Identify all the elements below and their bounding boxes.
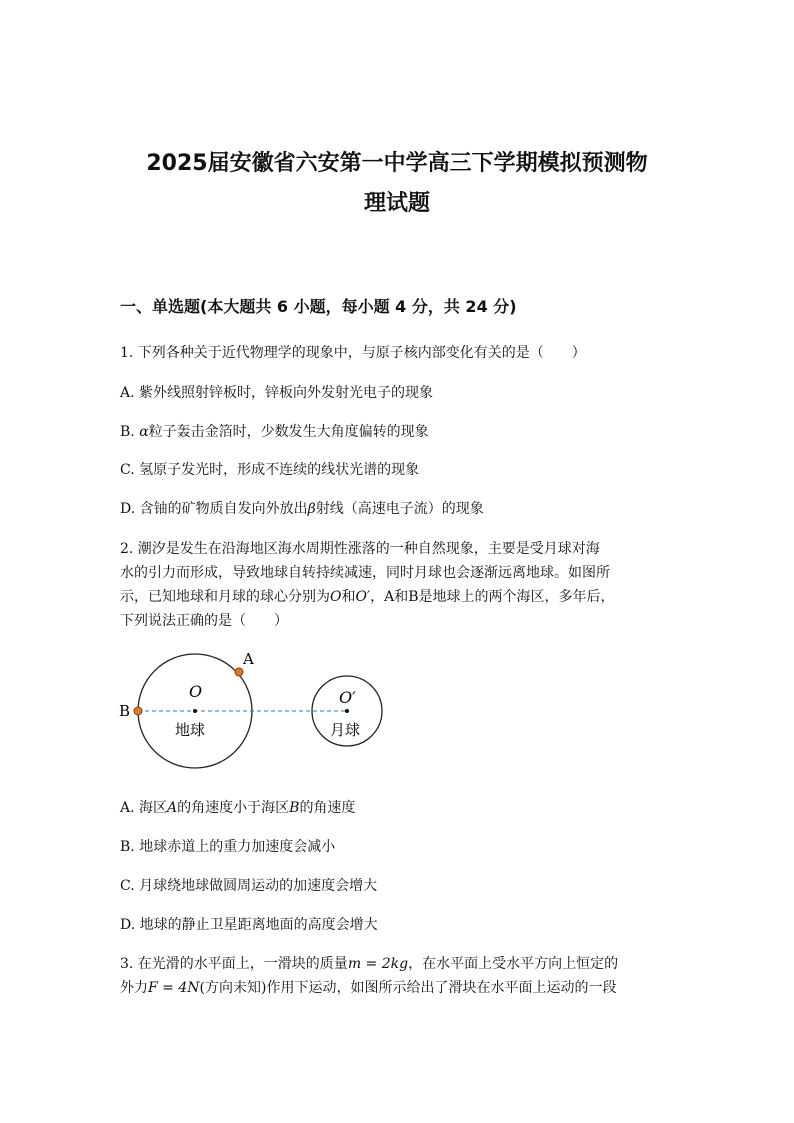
q3-line2 [120,977,616,997]
q2-stem-line3-a: 示，已知地球和月球的球心分别为 [120,589,330,605]
q2-stem-line3 [120,586,615,606]
label-o-prime: O′ [339,688,356,707]
section-heading: 一、单选题(本大题共 6 小题，每小题 4 分，共 24 分) [120,297,517,316]
q1-option-d-text: 射线（高速电子流）的现象 [315,501,484,517]
q2-option-a [120,797,355,817]
label-o: O [189,682,203,701]
q1-option-d [120,498,484,518]
q2-stem-line3-c: ，A和B是地球上的两个海区，多年后， [370,589,615,605]
q1-option-c: C. 氢原子发光时，形成不连续的线状光谱的现象 [120,462,420,478]
q2-option-a-2: 的角速度小于海区 [177,800,290,816]
q1-stem: 1. 下列各种关于近代物理学的现象中，与原子核内部变化有关的是（ ） [120,345,586,361]
document-title-line1: 2025届安徽省六安第一中学高三下学期模拟预测物 [146,151,648,176]
q1-option-b [120,421,429,441]
earth-label: 地球 [175,721,206,739]
q2-option-d: D. 地球的静止卫星距离地面的高度会增大 [120,917,378,933]
label-b: B [119,702,131,720]
symbol-a: A [167,800,178,816]
document-title-line2: 理试题 [363,191,430,216]
q2-option-b: B. 地球赤道上的重力加速度会减小 [120,839,336,855]
label-a: A [243,650,254,668]
q1-option-d-prefix: D. 含铀的矿物质自发向外放出 [120,501,308,517]
q2-stem-line3-b: 和 [341,589,356,605]
q3-line1 [120,953,618,973]
q2-option-a-1: A. 海区 [120,800,168,816]
symbol-b: B [289,800,300,816]
force-expression: F = 4N [148,980,200,996]
alpha-symbol: α [139,424,149,440]
q2-option-c: C. 月球绕地球做圆周运动的加速度会增大 [120,878,378,894]
earth-moon-figure [115,645,395,775]
mass-expression: m = 2kg [347,956,409,972]
symbol-o-prime: O′ [355,589,371,605]
q3-line1-b: ，在水平面上受水平方向上恒定的 [408,956,619,972]
q3-line2-b: (方向未知)作用下运动，如图所示给出了滑块在水平面上运动的一段 [199,980,617,996]
q2-stem-line1: 2. 潮汐是发生在沿海地区海水周期性涨落的一种自然现象，主要是受月球对海 [120,541,600,557]
beta-symbol: β [307,501,316,517]
point-b-marker [134,707,142,715]
q2-stem-line2: 水的引力而形成，导致地球自转持续减速，同时月球也会逐渐远离地球。如图所 [120,565,610,581]
q3-line1-a: 3. 在光滑的水平面上，一滑块的质量 [120,956,348,972]
symbol-o: O [330,589,342,605]
q2-stem-line4: 下列说法正确的是（ ） [120,613,288,629]
earth-center-dot [193,709,197,713]
moon-label: 月球 [330,721,361,739]
q1-option-a: A. 紫外线照射锌板时，锌板向外发射光电子的现象 [120,385,434,401]
moon-center-dot [345,709,349,713]
q1-option-b-text: 粒子轰击金箔时，少数发生大角度偏转的现象 [148,424,429,440]
q2-option-a-3: 的角速度 [299,800,356,816]
q3-line2-a: 外力 [120,980,148,996]
q1-option-b-prefix: B. [120,424,140,440]
point-a-marker [235,668,243,676]
